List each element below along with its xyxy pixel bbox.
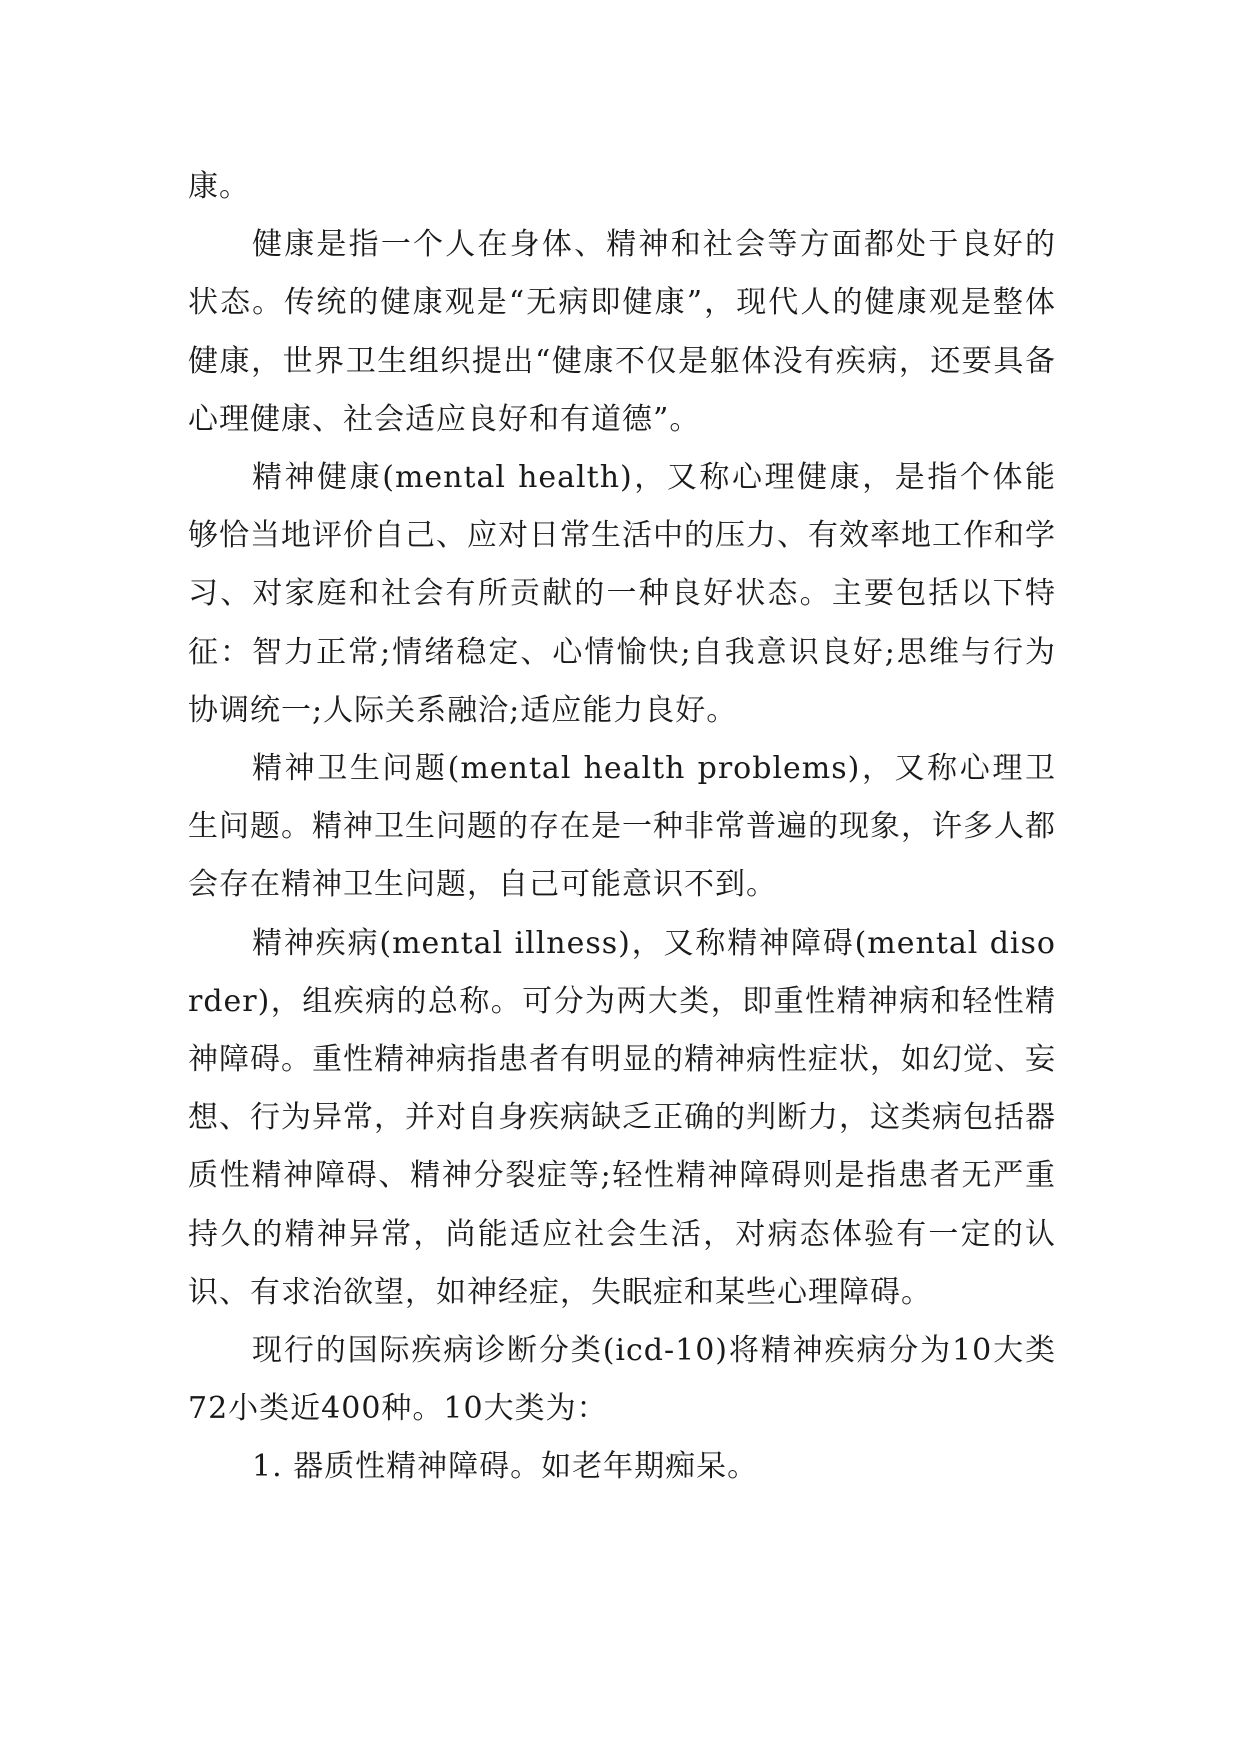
paragraph-continuation: 康。 (188, 169, 250, 204)
paragraph-mental-illness: 精神疾病(mental illness)，又称精神障碍(mental disorder)，组疾病的总称。可分为两大类，即重性精神病和轻性精神障碍。重性精神病指患者有明显的精神病性症状，如幻觉、妄想、行为异常，并对自身疾病缺乏正确的判断力，这类病包括器质性精神障碍、精神分裂症等;轻性精神障碍则是指患者无严重持久的精神异常，尚能适应社会生活，对病态体验有一定的认识、有求治欲望，如神经症，失眠症和某些心理障碍。 (188, 925, 1056, 1310)
paragraph-mental-health-problems: 精神卫生问题(mental health problems)，又称心理卫生问题。精神卫生问题的存在是一种非常普遍的现象，许多人都会存在精神卫生问题，自己可能意识不到。 (188, 751, 1056, 903)
paragraph-mental-health: 精神健康(mental health)，又称心理健康，是指个体能够恰当地评价自己、应对日常生活中的压力、有效率地工作和学习、对家庭和社会有所贡献的一种良好状态。主要包括以下特征：智力正常;情绪稳定、心情愉快;自我意识良好;思维与行为协调统一;人际关系融洽;适应能力良好。 (188, 460, 1056, 728)
paragraph-health-definition: 健康是指一个人在身体、精神和社会等方面都处于良好的状态。传统的健康观是“无病即健康”，现代人的健康观是整体健康，世界卫生组织提出“健康不仅是躯体没有疾病，还要具备心理健康、社会适应良好和有道德”。 (188, 227, 1056, 437)
document-page (188, 158, 1056, 1497)
paragraph-icd10-classification: 现行的国际疾病诊断分类(icd-10)将精神疾病分为10大类72小类近400种。10大类为： (188, 1333, 1056, 1427)
list-item: 1. 器质性精神障碍。如老年期痴呆。 (252, 1449, 759, 1485)
